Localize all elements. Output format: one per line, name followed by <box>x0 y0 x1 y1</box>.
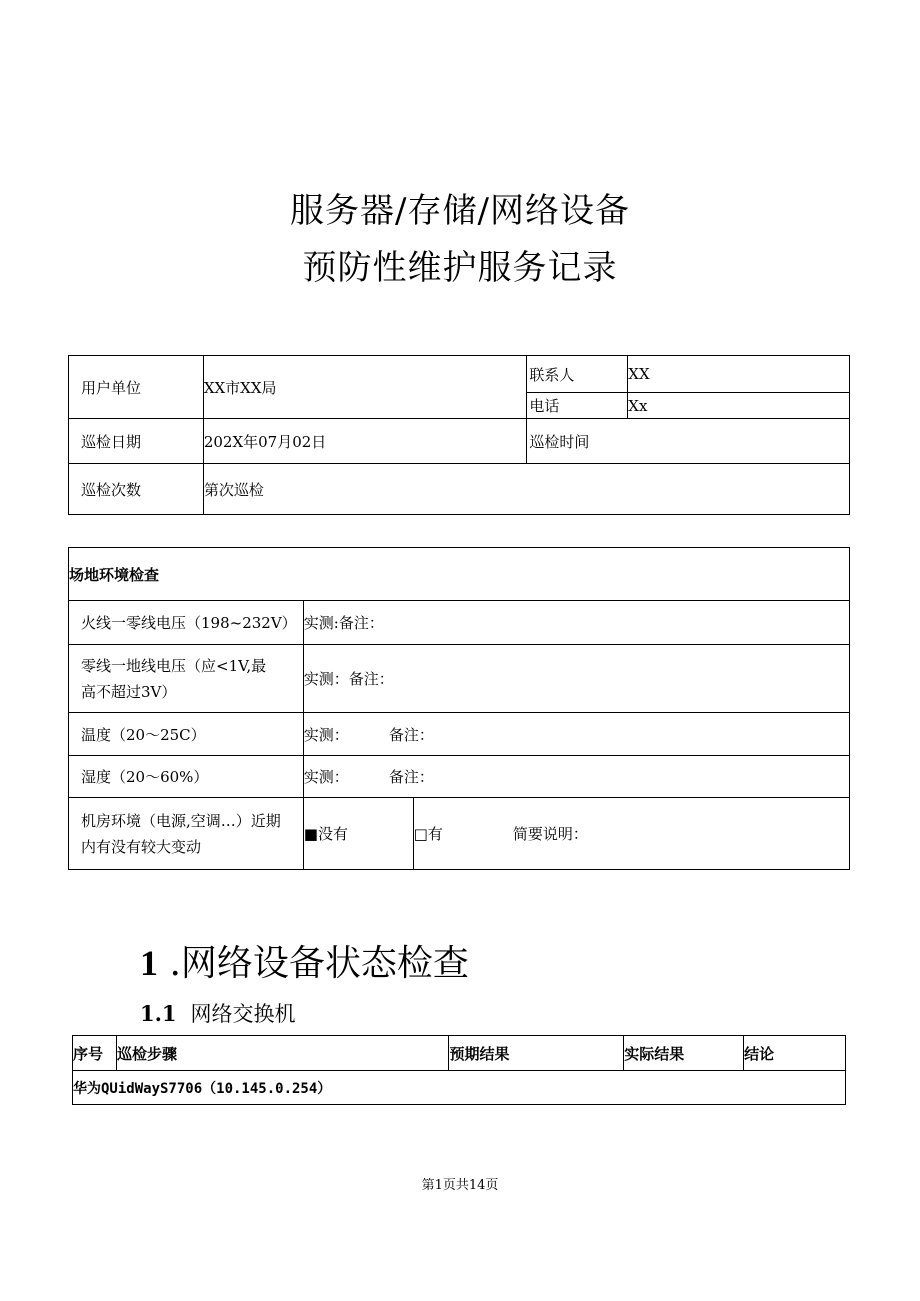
room-env-label <box>69 798 304 870</box>
env-check-header: 场地环境检查 <box>69 548 850 601</box>
inspect-time-label: 巡检时间 <box>527 419 850 464</box>
col-header-steps: 巡检步骤 <box>116 1036 449 1071</box>
phone-label: 电话 <box>527 393 628 419</box>
col-header-expected: 预期结果 <box>449 1036 624 1071</box>
section-heading-1 <box>140 935 469 986</box>
phone-value: Xx <box>628 393 850 419</box>
room-env-label-line: 内有没有较大变动 <box>81 837 202 856</box>
env-row-label <box>69 645 304 713</box>
yes-change-checkbox[interactable]: □有 <box>413 825 443 843</box>
col-header-conclusion: 结论 <box>744 1036 846 1071</box>
env-row-value <box>303 756 849 798</box>
doc-title-line1: 服务器/存储/网络设备 <box>290 191 630 231</box>
env-row-value: 实测:备注： <box>303 601 849 645</box>
inspect-count-label: 巡检次数 <box>69 464 204 515</box>
env-row-label: 火线一零线电压（198~232V） <box>69 601 304 645</box>
page-footer: 第1页共14页 <box>421 1178 499 1193</box>
section-number: 1 <box>140 943 158 983</box>
doc-title-line2: 预防性维护服务记录 <box>302 248 618 288</box>
info-table <box>68 355 850 515</box>
network-switch-table <box>72 1035 846 1105</box>
col-header-actual: 实际结果 <box>624 1036 744 1071</box>
subsection-number: 1.1 <box>140 1001 177 1026</box>
section-title: .网络设备状态检查 <box>169 943 469 984</box>
inspect-count-value: 第次巡检 <box>203 464 849 515</box>
inspect-date-label: 巡检日期 <box>69 419 204 464</box>
inspect-date-value: 202X年07月02日 <box>203 419 527 464</box>
room-env-label-line: 机房环境（电源,空调…）近期 <box>81 811 281 830</box>
subsection-title: 网络交换机 <box>190 1002 296 1026</box>
user-unit-value: XX市XX局 <box>203 356 527 419</box>
changed-option <box>413 798 849 870</box>
env-row-label: 温度（20～25C） <box>69 713 304 756</box>
brief-label: 简要说明： <box>512 825 588 843</box>
env-row-label-line: 零线一地线电压（应<1V,最 <box>81 656 267 675</box>
env-row-label: 湿度（20～60%） <box>69 756 304 798</box>
measured-label: 实测： <box>303 725 349 744</box>
device-row: 华为QUidWayS7706（10.145.0.254） <box>73 1071 846 1105</box>
section-heading-1-1 <box>140 998 296 1028</box>
env-row-label-line: 高不超过3V） <box>81 682 177 701</box>
note-label: 备注： <box>388 725 434 744</box>
note-label: 备注： <box>388 768 434 786</box>
measured-label: 实测： <box>303 768 349 786</box>
user-unit-label: 用户单位 <box>69 356 204 419</box>
col-header-seq: 序号 <box>73 1036 117 1071</box>
contact-value: XX <box>628 356 850 393</box>
env-check-table <box>68 547 850 870</box>
contact-label: 联系人 <box>527 356 628 393</box>
no-change-checkbox[interactable]: ■没有 <box>303 798 413 870</box>
env-row-value: 实测：备注： <box>303 645 849 713</box>
env-row-value <box>303 713 849 756</box>
